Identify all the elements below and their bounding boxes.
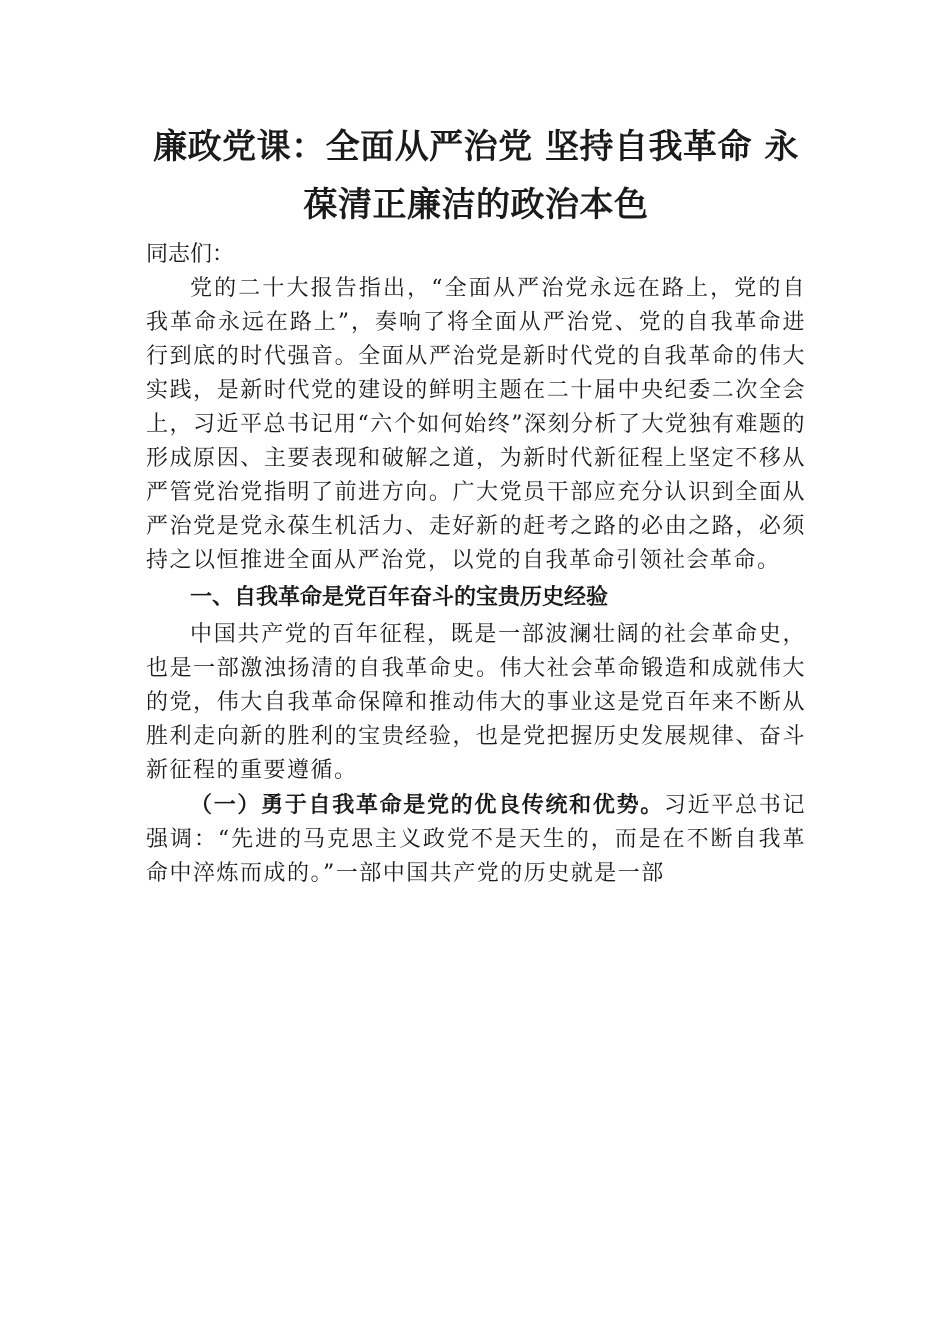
- document-body: [146, 118, 806, 891]
- salutation: 同志们：: [146, 242, 235, 267]
- title-line-1: 廉政党课：全面从严治党 坚持自我革命 永: [153, 127, 799, 167]
- page-title: [146, 118, 806, 234]
- title-line-2: 葆清正廉洁的政治本色: [303, 185, 649, 225]
- subsection-1-lead: （一）勇于自我革命是党的优良传统和优势。: [190, 792, 664, 818]
- section-1-heading: 一、自我革命是党百年奋斗的宝贵历史经验: [190, 585, 609, 610]
- subsection-1-paragraph: [146, 788, 806, 891]
- section-1-paragraph: 中国共产党的百年征程，既是一部波澜壮阔的社会革命史，也是一部激浊扬清的自我革命史。伟大社会革命锻造和成就伟大的党，伟大自我革命保障和推动伟大的事业这是党百年来不断从胜利走向新的胜利的宝贵经验，也是党把握历史发展规律、奋斗新征程的重要遵循。: [146, 622, 806, 783]
- intro-paragraph: 党的二十大报告指出，“全面从严治党永远在路上，党的自我革命永远在路上”，奏响了将全面从严治党、党的自我革命进行到底的时代强音。全面从严治党是新时代党的自我革命的伟大实践，是新时代党的建设的鲜明主题在二十届中央纪委二次全会上，习近平总书记用“六个如何始终”深刻分析了大党独有难题的形成原因、主要表现和破解之道，为新时代新征程上坚定不移从严管党治党指明了前进方向。广大党员干部应充分认识到全面从严治党是党永葆生机活力、走好新的赶考之路的必由之路，必须持之以恒推进全面从严治党，以党的自我革命引领社会革命。: [146, 276, 806, 573]
- subsection-1-text: 习近平总书记强调：“先进的马克思主义政党不是天生的，而是在不断自我革命中淬炼而成的。”一部中国共产党的历史就是一部: [146, 793, 806, 886]
